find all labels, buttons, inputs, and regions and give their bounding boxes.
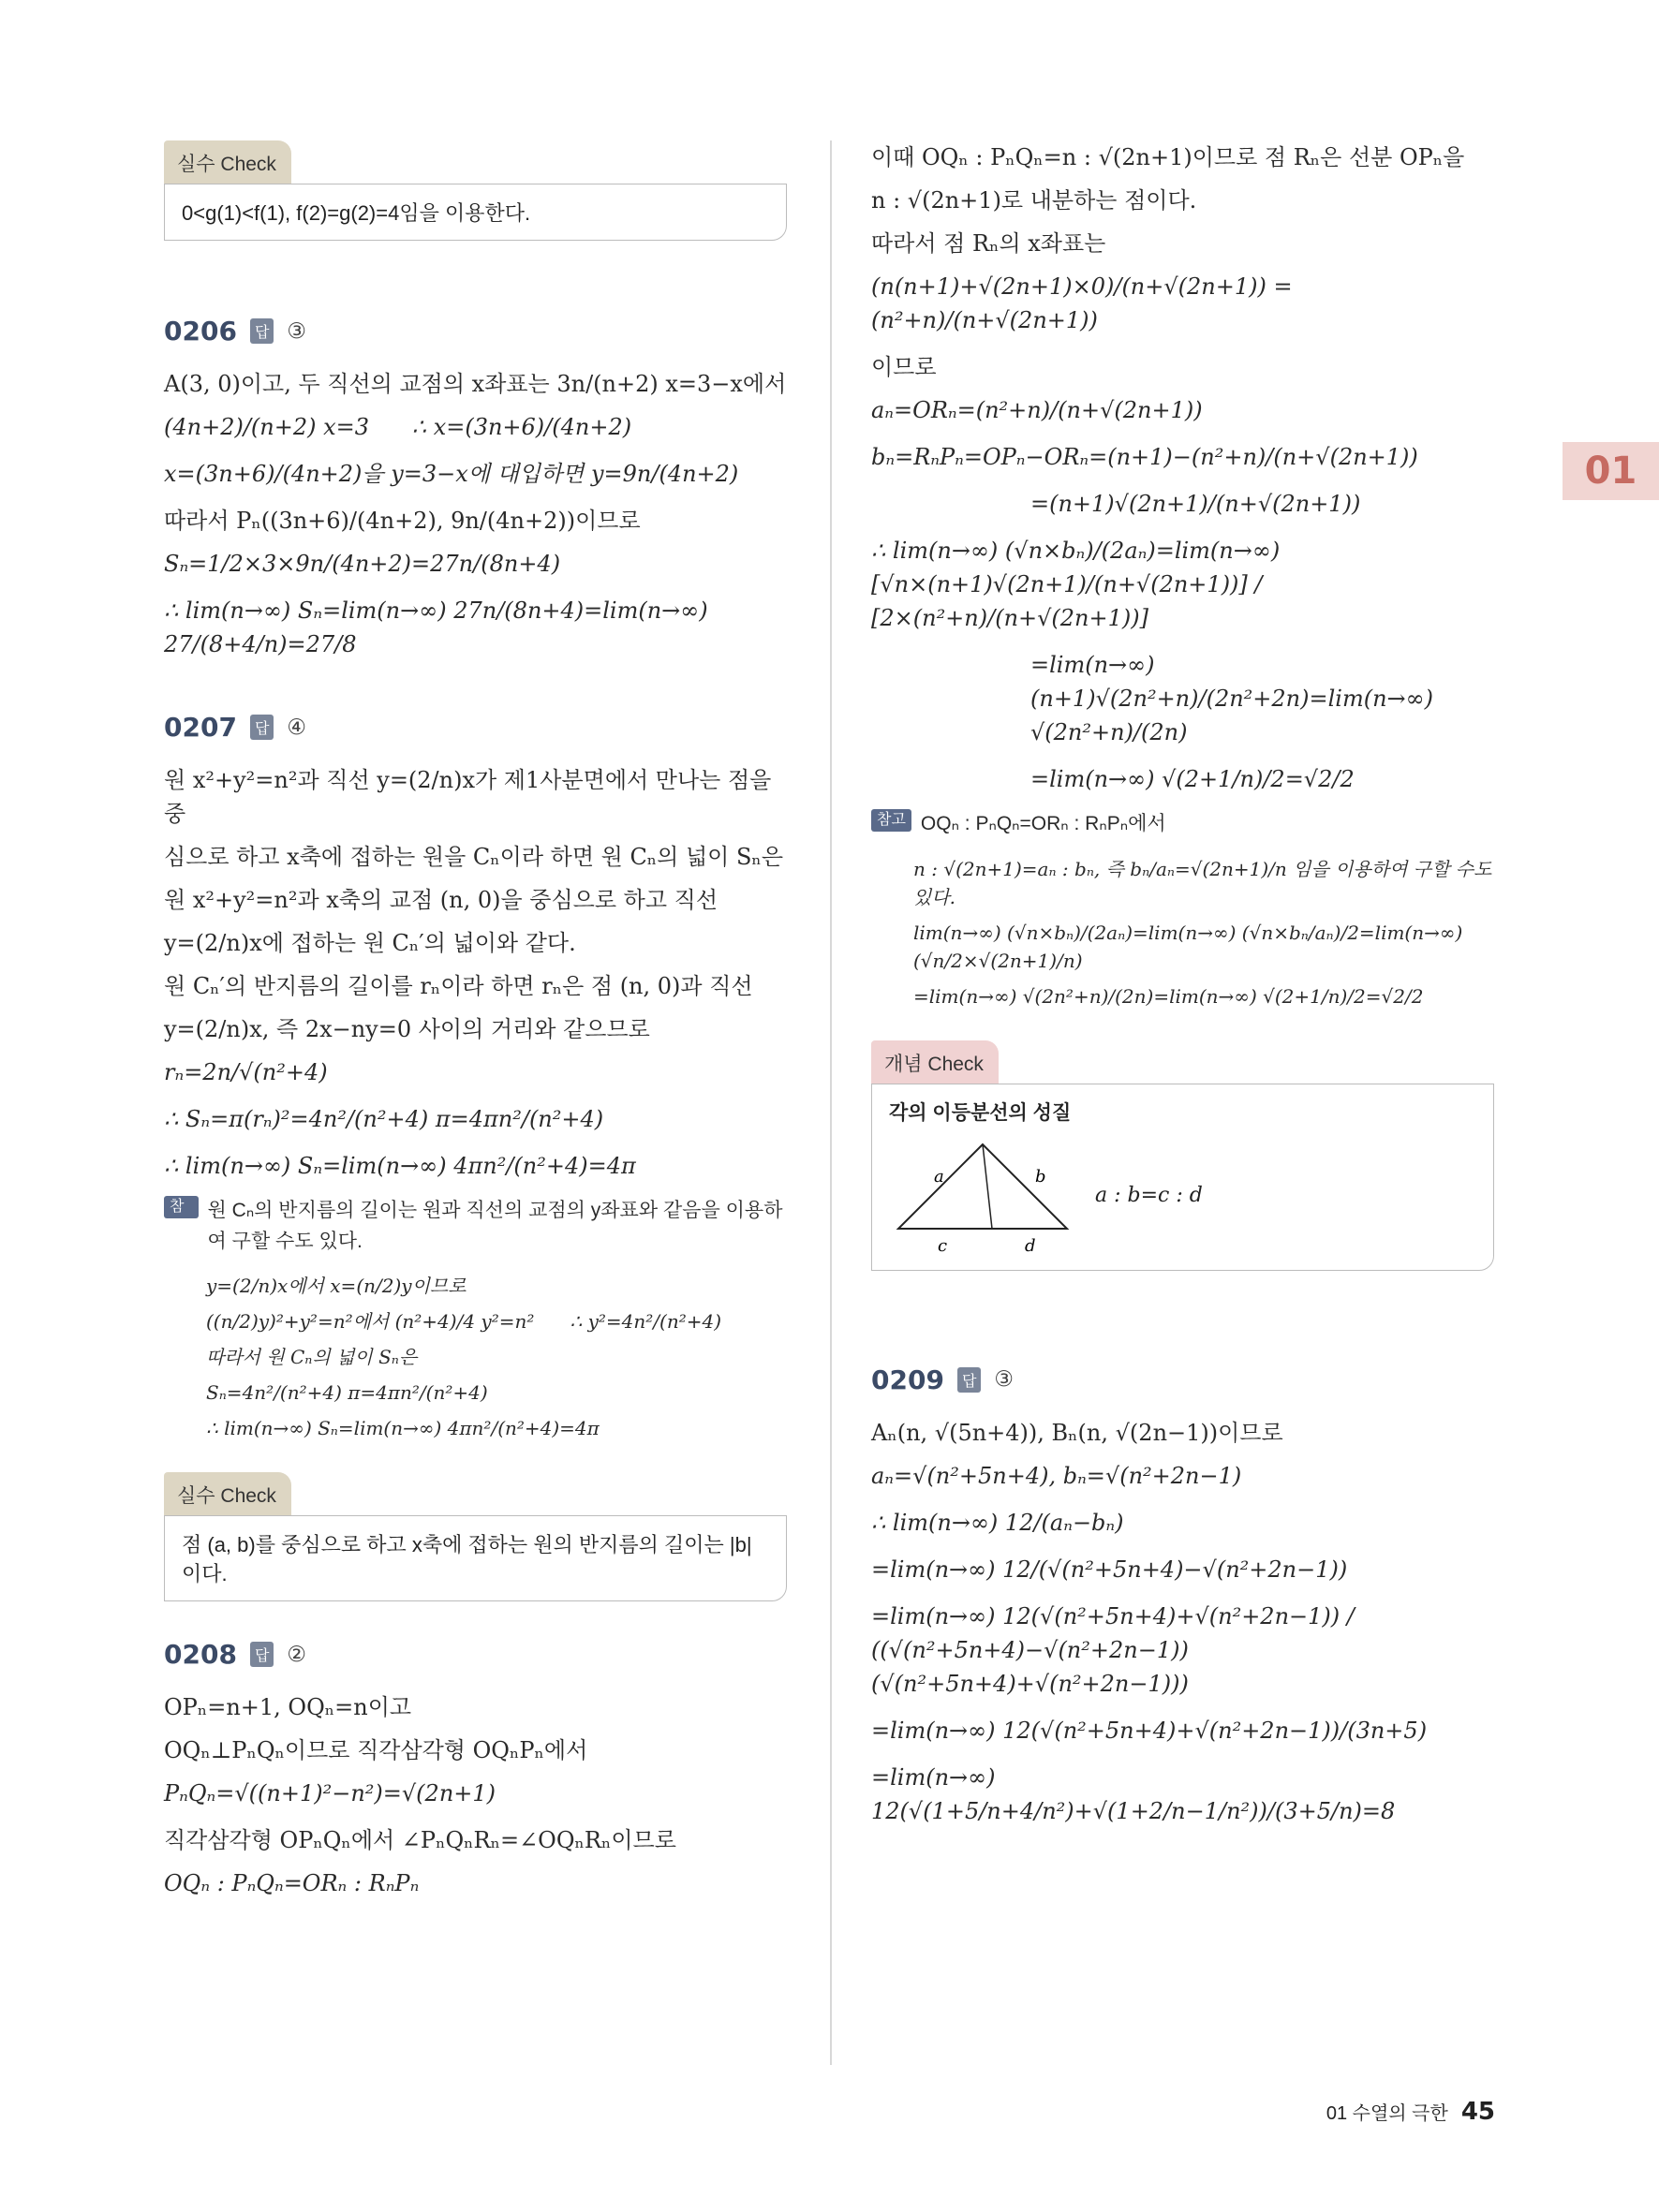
problem-number: 0206 bbox=[164, 316, 237, 347]
solution-line: Aₙ(n, √(5n+4)), Bₙ(n, √(2n−1))이므로 bbox=[871, 1419, 1283, 1446]
solution-line: 직각삼각형 OPₙQₙ에서 ∠PₙQₙRₙ=∠OQₙRₙ이므로 bbox=[164, 1827, 676, 1854]
solution-line: 이므로 bbox=[871, 354, 937, 380]
answer-value: ② bbox=[287, 1642, 307, 1667]
bisector-ratio: a : b=c : d bbox=[1095, 1184, 1203, 1208]
solution-line: 원 x²+y²=n²과 x축의 교점 (n, 0)을 중심으로 하고 직선 bbox=[164, 887, 718, 913]
solution-equation: =(n+1)√(2n+1)/(n+√(2n+1)) bbox=[1030, 491, 1361, 517]
solution-equation: bₙ=RₙPₙ=OPₙ−ORₙ=(n+1)−(n²+n)/(n+√(2n+1)) bbox=[871, 444, 1418, 470]
triangle bbox=[898, 1144, 1067, 1229]
solution-equation: ∴ lim(n→∞) 12/(aₙ−bₙ) bbox=[871, 1509, 1124, 1536]
reference-equation: =lim(n→∞) √(2n²+n)/(2n)=lim(n→∞) √(2+1/n)/2=√2/2 bbox=[913, 984, 1424, 1008]
problem-0206-header bbox=[164, 316, 787, 347]
solution-line: n : √(2n+1)로 내분하는 점이다. bbox=[871, 187, 1197, 214]
bisector-line bbox=[983, 1144, 992, 1229]
solution-line: 원 Cₙ′의 반지름의 길이를 rₙ이라 하면 rₙ은 점 (n, 0)과 직선 bbox=[164, 973, 753, 999]
solution-equation: =lim(n→∞) 12/(√(n²+5n+4)−√(n²+2n−1)) bbox=[871, 1556, 1348, 1583]
label-c: c bbox=[938, 1235, 948, 1256]
mistake-check-text: 0<g(1)<f(1), f(2)=g(2)=4임을 이용한다. bbox=[164, 184, 787, 241]
solution-equation: ∴ lim(n→∞) Sₙ=lim(n→∞) 4πn²/(n²+4)=4π bbox=[164, 1153, 636, 1179]
mistake-check-tag: 실수 Check bbox=[164, 140, 291, 184]
answer-value: ④ bbox=[287, 715, 307, 740]
problem-number: 0208 bbox=[164, 1639, 237, 1671]
solution-line: OPₙ=n+1, OQₙ=n이고 bbox=[164, 1694, 412, 1721]
reference-equation: lim(n→∞) (√n×bₙ)/(2aₙ)=lim(n→∞) (√n×bₙ/aₙ)/2=lim(n→∞)(√n/2×√(2n+1)/n) bbox=[913, 921, 1463, 972]
solution-equation: ∴ lim(n→∞) (√n×bₙ)/(2aₙ)=lim(n→∞) [√n×(n+1)√(2n+1)/(n+√(2n+1))] / [2×(n²+n)/(n+√(2n+1))] bbox=[871, 538, 1287, 631]
solution-equation: =lim(n→∞) √(2+1/n)/2=√2/2 bbox=[1030, 766, 1355, 792]
reference-badge: 참고 bbox=[164, 1196, 199, 1218]
label-a: a bbox=[934, 1166, 944, 1187]
left-column bbox=[164, 140, 787, 1913]
concept-check-tag: 개념 Check bbox=[871, 1040, 999, 1084]
solution-equation: =lim(n→∞) (n+1)√(2n²+n)/(2n²+2n)=lim(n→∞) √(2n²+n)/(2n) bbox=[1030, 652, 1441, 745]
mistake-check-box-2 bbox=[164, 1472, 787, 1601]
right-column bbox=[871, 140, 1498, 1841]
footer-chapter: 01 수열의 극한 bbox=[1326, 2103, 1448, 2124]
solution-equation: Sₙ=1/2×3×9n/(4n+2)=27n/(8n+4) bbox=[164, 551, 561, 577]
solution-equation: =lim(n→∞) 12(√(1+5/n+4/n²)+√(1+2/n−1/n²))/(3+5/n)=8 bbox=[871, 1763, 1396, 1824]
reference-equation: y=(2/n)x에서 x=(n/2)y이므로 bbox=[206, 1275, 467, 1298]
solution-equation: ∴ Sₙ=π(rₙ)²=4n²/(n²+4) π=4πn²/(n²+4) bbox=[164, 1106, 604, 1132]
reference-equation: Sₙ=4n²/(n²+4) π=4πn²/(n²+4) bbox=[206, 1381, 488, 1405]
problem-0208-header bbox=[164, 1639, 787, 1670]
solution-equation: aₙ=√(n²+5n+4), bₙ=√(n²+2n−1) bbox=[871, 1462, 1242, 1489]
solution-equation: aₙ=ORₙ=(n²+n)/(n+√(2n+1)) bbox=[871, 397, 1203, 423]
solution-line: 따라서 Pₙ((3n+6)/(4n+2), 9n/(4n+2))이므로 bbox=[164, 508, 641, 534]
problem-number: 0207 bbox=[164, 712, 237, 743]
label-b: b bbox=[1035, 1166, 1046, 1187]
answer-value: ③ bbox=[994, 1367, 1015, 1393]
concept-check-box bbox=[871, 1040, 1494, 1271]
answer-badge: 답 bbox=[250, 318, 274, 344]
chapter-tab[interactable]: 01 bbox=[1563, 442, 1659, 500]
answer-badge: 답 bbox=[957, 1367, 981, 1393]
page-number: 45 bbox=[1460, 2098, 1495, 2126]
solution-line: y=(2/n)x, 즉 2x−ny=0 사이의 거리와 같으므로 bbox=[164, 1016, 650, 1042]
reference-equation: n : √(2n+1)=aₙ : bₙ, 즉 bₙ/aₙ=√(2n+1)/n 임을 이용하여 구할 수도 있다. bbox=[913, 857, 1498, 908]
reference-badge: 참고 bbox=[871, 809, 911, 832]
solution-line: 이때 OQₙ : PₙQₙ=n : √(2n+1)이므로 점 Rₙ은 선분 OPₙ을 bbox=[871, 144, 1465, 170]
reference-note bbox=[871, 809, 1494, 840]
solution-equation: =lim(n→∞) 12(√(n²+5n+4)+√(n²+2n−1))/(3n+5) bbox=[871, 1717, 1428, 1744]
mistake-check-text: 점 (a, b)를 중심으로 하고 x축에 접하는 원의 반지름의 길이는 |b|이다. bbox=[164, 1515, 787, 1601]
solution-line: A(3, 0)이고, 두 직선의 교점의 x좌표는 3n/(n+2) x=3−x에서 bbox=[164, 371, 787, 397]
solution-line: 심으로 하고 x축에 접하는 원을 Cₙ이라 하면 원 Cₙ의 넓이 Sₙ은 bbox=[164, 844, 784, 870]
answer-badge: 답 bbox=[250, 1642, 274, 1667]
concept-check-content bbox=[871, 1084, 1494, 1271]
concept-title: 각의 이등분선의 성질 bbox=[889, 1101, 1072, 1124]
solution-line: 원 x²+y²=n²과 직선 y=(2/n)x가 제1사분면에서 만나는 점을 중 bbox=[164, 767, 779, 827]
concept-row bbox=[889, 1135, 1476, 1257]
reference-note bbox=[164, 1196, 787, 1257]
answer-badge: 답 bbox=[250, 715, 274, 740]
solution-equation: rₙ=2n/√(n²+4) bbox=[164, 1059, 328, 1085]
mistake-check-tag: 실수 Check bbox=[164, 1472, 291, 1515]
solution-equation: =lim(n→∞) 12(√(n²+5n+4)+√(n²+2n−1)) / ((√(n²+5n+4)−√(n²+2n−1))(√(n²+5n+4)+√(n²+2n−1))) bbox=[871, 1602, 1362, 1697]
problem-number: 0209 bbox=[871, 1364, 944, 1395]
solution-equation: PₙQₙ=√((n+1)²−n²)=√(2n+1) bbox=[164, 1780, 496, 1807]
label-d: d bbox=[1025, 1235, 1036, 1256]
solution-line: OQₙ⊥PₙQₙ이므로 직각삼각형 OQₙPₙ에서 bbox=[164, 1737, 588, 1764]
reference-equation: ∴ lim(n→∞) Sₙ=lim(n→∞) 4πn²/(n²+4)=4π bbox=[206, 1417, 600, 1440]
reference-text: 원 Cₙ의 반지름의 길이는 원과 직선의 교점의 y좌표와 같음을 이용하여 구할 수도 있다. bbox=[207, 1200, 783, 1252]
solution-line: y=(2/n)x에 접하는 원 Cₙ′의 넓이와 같다. bbox=[164, 930, 576, 956]
solution-equation: OQₙ : PₙQₙ=ORₙ : RₙPₙ bbox=[164, 1870, 420, 1897]
page-footer bbox=[1326, 2098, 1495, 2126]
solution-equation: ∴ lim(n→∞) Sₙ=lim(n→∞) 27n/(8n+4)=lim(n→∞) 27/(8+4/n)=27/8 bbox=[164, 597, 716, 657]
mistake-check-box-1 bbox=[164, 140, 787, 241]
angle-bisector-diagram bbox=[889, 1135, 1076, 1257]
problem-0209-header bbox=[871, 1364, 1494, 1395]
answer-value: ③ bbox=[287, 318, 307, 344]
reference-text: OQₙ : PₙQₙ=ORₙ : RₙPₙ에서 bbox=[920, 813, 1166, 834]
problem-0207-header bbox=[164, 712, 787, 743]
solution-line: 따라서 점 Rₙ의 x좌표는 bbox=[871, 230, 1106, 257]
column-divider bbox=[830, 140, 832, 2065]
solution-equation: x=(3n+6)/(4n+2)을 y=3−x에 대입하면 y=9n/(4n+2) bbox=[164, 461, 739, 487]
reference-equation: ((n/2)y)²+y²=n²에서 (n²+4)/4 y²=n² ∴ y²=4n²/(n²+4) bbox=[206, 1310, 722, 1334]
solution-equation: (n(n+1)+√(2n+1)×0)/(n+√(2n+1)) = (n²+n)/(n+√(2n+1)) bbox=[871, 273, 1300, 333]
solution-equation: (4n+2)/(n+2) x=3 ∴ x=(3n+6)/(4n+2) bbox=[164, 414, 632, 440]
reference-equation: 따라서 원 Cₙ의 넓이 Sₙ은 bbox=[206, 1346, 418, 1369]
